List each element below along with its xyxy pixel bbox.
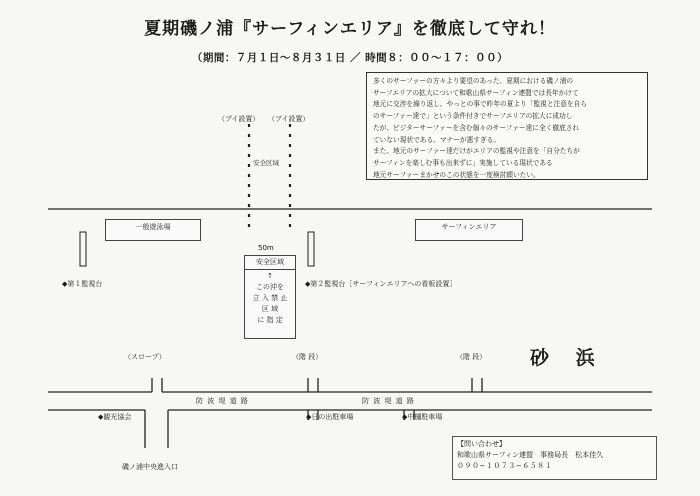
safety-zone-label-upper: 安全区域 xyxy=(253,159,279,167)
notice-line: また、地元のサーファー達だけがエリアの監視や注意を「自分たちが xyxy=(373,147,580,156)
page-title: 夏期磯ノ浦『サーフィンエリア』を徹底して守れ！ xyxy=(144,19,556,39)
notice-line: 多くのサーファーの方々より要望のあった、夏期における磯ノ浦の xyxy=(373,77,574,85)
up-arrow-icon: ↑ xyxy=(267,272,273,280)
contact-box xyxy=(452,436,657,480)
swimming-area-label: 一般遊泳場 xyxy=(135,223,171,231)
watch-tower-1-marker xyxy=(80,232,86,266)
surfing-area-box xyxy=(415,219,523,241)
buoy-label-right: （ブイ設置） xyxy=(268,115,310,123)
notice-line: たが、ビジターサーファーを含む個々のサーファー達に全く徹底され xyxy=(373,123,580,132)
stairs-label-1: （階 段） xyxy=(292,353,323,361)
safety-zone-box-title: 安全区域 xyxy=(245,256,295,270)
notice-line: 地元サーファーまかせのこの状態を一度検討願いたい。 xyxy=(373,170,540,179)
period-text: （期間：７月１日〜８月３１日 ／ 時間８：００〜１７：００） xyxy=(191,52,509,64)
contact-phone: ０９０−１０７３−６５８１ xyxy=(457,462,553,470)
contact-heading: 【問い合わせ】 xyxy=(457,440,506,448)
buoy-label-left: （ブイ設置） xyxy=(218,115,260,123)
sand-beach-label: 砂 浜 xyxy=(530,347,605,369)
contact-org: 和歌山県サーフィン連盟 事務局長 松本佳久 xyxy=(457,451,604,459)
notice-line: サーフエリアの拡大について和歌山県サーフィン連盟では長年かけて xyxy=(373,88,579,97)
restricted-line: 区 域 xyxy=(261,305,279,313)
stairs-label-2: （階 段） xyxy=(456,353,487,361)
surfing-area-label: サーフィンエリア xyxy=(441,223,497,231)
restricted-zone-box xyxy=(244,255,296,339)
watch-tower-1-label: ◆第１監視台 xyxy=(62,280,103,288)
notice-line: サーフィンを楽しむ事も出来ずに」実施している現状である xyxy=(373,158,553,167)
restricted-line: 立 入 禁 止 xyxy=(252,294,288,302)
tourism-association-label: ◆観光協会 xyxy=(98,413,132,421)
distance-label: 50m xyxy=(258,244,274,252)
seawall-road-label-1: 防 波 堤 道 路 xyxy=(196,397,249,405)
central-entrance-label: 磯ノ浦中央進入口 xyxy=(122,463,178,471)
watch-tower-2-label: ◆第２監視台［サーフィンエリアへの看板設置］ xyxy=(305,280,457,288)
parking-hinode-label: ◆日の出駐車場 xyxy=(306,413,354,421)
swimming-area-box xyxy=(105,219,201,241)
restricted-line: この沖を xyxy=(256,283,284,291)
notice-line: のサーファー達で」という条件付きでサーフエリアの拡大に成功し xyxy=(373,112,573,121)
slope-label: （スロープ） xyxy=(124,353,166,361)
watch-tower-2-marker xyxy=(308,232,314,266)
notice-line: ていない現状である。マナーが悪すぎる。 xyxy=(373,135,501,144)
seawall-road-label-2: 防 波 堤 道 路 xyxy=(362,397,415,405)
restricted-line: に 指 定 xyxy=(257,316,283,324)
parking-nakaniwa-label: ◆中樋駐車場 xyxy=(402,413,443,421)
notice-line: 地元に交渉を繰り返し、やっとの事で昨年の夏より「監視と注意を自ら xyxy=(373,100,587,109)
